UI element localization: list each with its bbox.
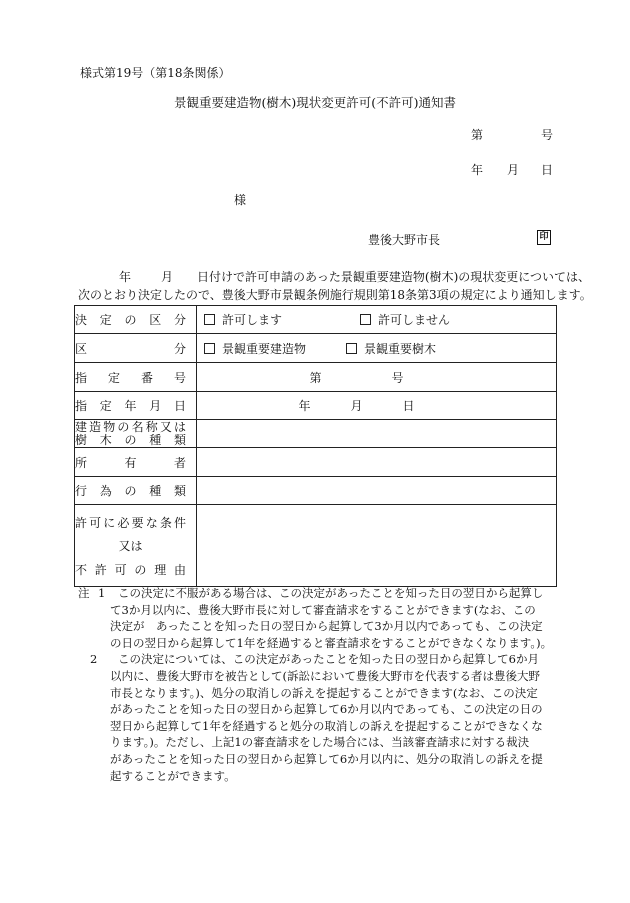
label-char: 分: [173, 313, 186, 327]
checkbox-label: 許可しません: [378, 313, 451, 327]
issue-date-day: 日: [541, 163, 554, 177]
label-char: 指: [75, 370, 88, 385]
label-char: は: [173, 419, 186, 434]
label-char: 建: [75, 419, 88, 434]
table-row: [75, 363, 557, 392]
label-char: 条: [159, 515, 172, 530]
table-row: [75, 392, 557, 420]
checkbox-option[interactable]: [346, 340, 436, 357]
issue-date-month: 月: [507, 163, 520, 177]
label-char: 行: [75, 484, 88, 498]
row-value[interactable]: [197, 448, 557, 477]
label-char: の: [124, 484, 137, 498]
checkbox-option[interactable]: [204, 340, 306, 357]
checkbox-option[interactable]: [360, 311, 450, 328]
body-line-2: 次のとおり決定したので、豊後大野市景観条例施行規則第18条第3項の規定により通知します。: [78, 288, 592, 302]
label-char: 不: [75, 562, 88, 577]
note-line: 翌日から起算して1年を経過すると処分の取消しの訴えを提起することができなくな: [110, 718, 543, 733]
label-char: 種: [149, 484, 162, 498]
label-char: 又: [159, 419, 172, 434]
note-line: て3か月以内に、豊後大野市長に対して審査請求をすることができます(なお、この: [110, 602, 536, 617]
table-row: [75, 420, 557, 448]
note-line: があったことを知った日の翌日から起算して6か月以内であっても、この決定の日の: [110, 702, 543, 717]
note-line: 起することができます。: [110, 768, 236, 783]
label-char: の: [124, 432, 137, 447]
note-number: 1: [98, 586, 106, 600]
row-label: [75, 306, 197, 334]
form-number: 様式第19号（第18条関係）: [80, 66, 231, 80]
label-char: 類: [173, 484, 186, 498]
label-char: 為: [99, 484, 112, 498]
label-char: 名: [131, 419, 144, 434]
table-row: [75, 505, 557, 587]
note-line: この決定については、この決定があったことを知った日の翌日から起算して6か月: [118, 652, 539, 667]
row-value[interactable]: [197, 363, 557, 392]
label-char: 造: [89, 419, 102, 434]
row-label: [75, 363, 197, 392]
label-char: に: [103, 515, 116, 530]
label-char: 理: [154, 562, 167, 577]
row-label: [75, 477, 197, 505]
label-char: 号: [173, 370, 186, 385]
value-part: 日: [402, 399, 415, 413]
note-item: [78, 651, 556, 784]
row-value[interactable]: [197, 477, 557, 505]
label-char: 又は: [118, 539, 143, 553]
notes-heading: 注: [78, 586, 90, 600]
body-line-1-text: 日付けで許可申請のあった景観重要建造物(樹木)の現状変更については、: [197, 270, 591, 284]
label-char: 木: [99, 432, 112, 447]
value-part: 第: [309, 370, 322, 385]
label-char: 定: [99, 399, 112, 413]
label-char: 番: [140, 370, 153, 385]
label-char: 種: [149, 432, 162, 447]
label-char: 月: [149, 399, 162, 413]
label-char: 区: [149, 313, 162, 327]
label-char: 類: [173, 432, 186, 447]
issuer-name: 豊後大野市長: [368, 233, 441, 247]
label-char: 要: [131, 515, 144, 530]
label-char: 必: [117, 515, 130, 530]
value-part: 月: [350, 399, 363, 413]
body-month: 月: [161, 270, 174, 284]
label-char: 由: [173, 562, 186, 577]
label-char: 定: [107, 370, 120, 385]
label-char: 可: [114, 562, 127, 577]
issue-date-year: 年: [471, 163, 484, 177]
table-row: [75, 334, 557, 363]
value-part: 年: [298, 399, 311, 413]
body-line-1: [119, 268, 590, 286]
label-char: 定: [99, 313, 112, 327]
recipient-honorific: 様: [234, 193, 247, 207]
form-table: [74, 305, 557, 587]
checkbox-icon[interactable]: [204, 343, 215, 354]
document-number-go: 号: [541, 128, 554, 142]
note-line: この決定に不服がある場合は、この決定があったことを知った日の翌日から起算し: [118, 586, 544, 600]
table-row: [75, 448, 557, 477]
checkbox-label: 許可します: [222, 313, 283, 327]
row-value[interactable]: [197, 505, 557, 587]
document-title: 景観重要建造物(樹木)現状変更許可(不許可)通知書: [173, 95, 456, 110]
checkbox-label: 景観重要建造物: [222, 341, 307, 356]
label-char: 日: [173, 399, 186, 413]
seal-icon: 印: [537, 230, 551, 245]
note-line: ります。)。ただし、上記1の審査請求をした場合には、当該審査請求に対する裁決: [110, 735, 530, 750]
checkbox-icon[interactable]: [346, 343, 357, 354]
checkbox-option[interactable]: [204, 311, 282, 328]
label-char: 可: [89, 515, 102, 530]
label-char: 許: [94, 562, 107, 577]
note-number: 2: [90, 652, 98, 667]
note-line: 以内に、豊後大野市を被告として(訴訟において豊後大野市を代表する者は豊後大野: [110, 668, 540, 683]
label-char: の: [134, 562, 147, 577]
label-char: 称: [145, 419, 158, 434]
note-line: 決定が あったことを知った日の翌日から起算して3か月以内であっても、この決定: [110, 619, 543, 634]
label-char: な: [145, 515, 158, 530]
note-line: 市長となります。)、処分の取消しの訴えを提起することができます(なお、この決定: [110, 685, 538, 700]
label-char: 件: [173, 515, 186, 530]
checkbox-icon[interactable]: [360, 314, 371, 325]
note-line: の日の翌日から起算して1年を経過すると審査請求をすることができなくなります。)。: [110, 635, 553, 650]
label-char: 指: [75, 399, 88, 413]
note-line: があったことを知った日の翌日から起算して6か月以内に、処分の取消しの訴えを提: [110, 751, 543, 766]
row-label: [75, 448, 197, 477]
label-char: 許: [75, 515, 88, 530]
label-char: 樹: [75, 432, 88, 447]
label-char: 物: [103, 419, 116, 434]
label-char: 決: [75, 313, 88, 327]
value-part: 号: [391, 370, 404, 385]
label-char: 者: [173, 455, 186, 470]
checkbox-label: 景観重要樹木: [364, 341, 437, 356]
document-number-dai: 第: [471, 128, 484, 142]
notes-section: [78, 585, 556, 784]
table-row: [75, 477, 557, 505]
label-char: 有: [124, 455, 137, 470]
row-label: [75, 392, 197, 420]
row-label: [75, 334, 197, 363]
table-row: [75, 306, 557, 334]
label-char: 分: [173, 341, 186, 356]
row-value[interactable]: [197, 392, 557, 420]
label-char: 年: [124, 399, 137, 413]
label-char: 区: [75, 341, 88, 356]
row-value[interactable]: [197, 306, 557, 334]
note-item: [78, 585, 556, 651]
row-value[interactable]: [197, 420, 557, 448]
row-label: [75, 420, 197, 448]
label-char: の: [117, 419, 130, 434]
row-value[interactable]: [197, 334, 557, 363]
label-char: 所: [75, 455, 88, 470]
row-label: [75, 505, 197, 587]
body-year: 年: [119, 270, 132, 284]
label-char: の: [124, 313, 137, 327]
checkbox-icon[interactable]: [204, 314, 215, 325]
